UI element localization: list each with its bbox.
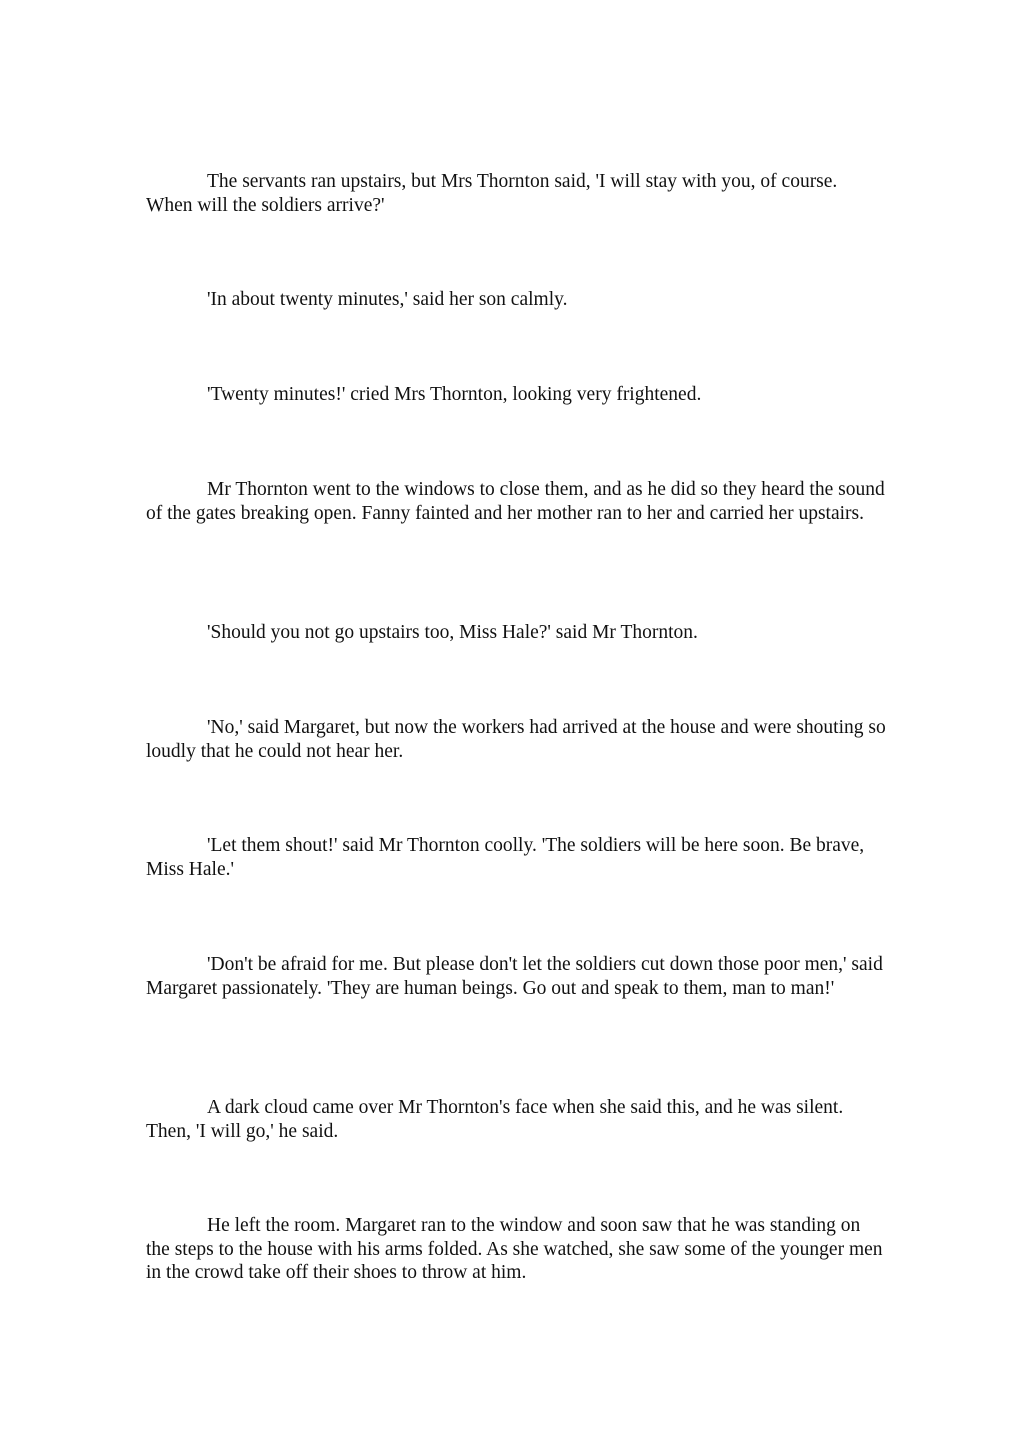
paragraph: The servants ran upstairs, but Mrs Thornton said, 'I will stay with you, of course. When will the soldiers arrive?' — [146, 171, 838, 216]
paragraph: Mr Thornton went to the windows to close them, and as he did so they heard the sound of the gates breaking open. Fanny fainted and her mother ran to her and carried her upstairs. — [146, 479, 885, 524]
paragraph: A dark cloud came over Mr Thornton's face when she said this, and he was silent. Then, 'I will go,' he said. — [146, 1097, 844, 1142]
paragraph: 'No,' said Margaret, but now the workers had arrived at the house and were shouting so loudly that he could not hear her. — [146, 717, 886, 762]
paragraph: 'Don't be afraid for me. But please don't let the soldiers cut down those poor men,' said Margaret passionately. 'They are human beings. Go out and speak to them, man to man!' — [146, 954, 883, 999]
paragraph: 'In about twenty minutes,' said her son calmly. — [207, 289, 568, 310]
paragraph: He left the room. Margaret ran to the window and soon saw that he was standing on the steps to the house with his arms folded. As she watched, she saw some of the younger men in the crowd take off their shoes to throw at him. — [146, 1215, 883, 1283]
paragraph: 'Let them shout!' said Mr Thornton coolly. 'The soldiers will be here soon. Be brave, Miss Hale.' — [146, 835, 865, 880]
paragraph: 'Should you not go upstairs too, Miss Hale?' said Mr Thornton. — [207, 622, 698, 643]
paragraph: 'Twenty minutes!' cried Mrs Thornton, looking very frightened. — [207, 384, 702, 405]
